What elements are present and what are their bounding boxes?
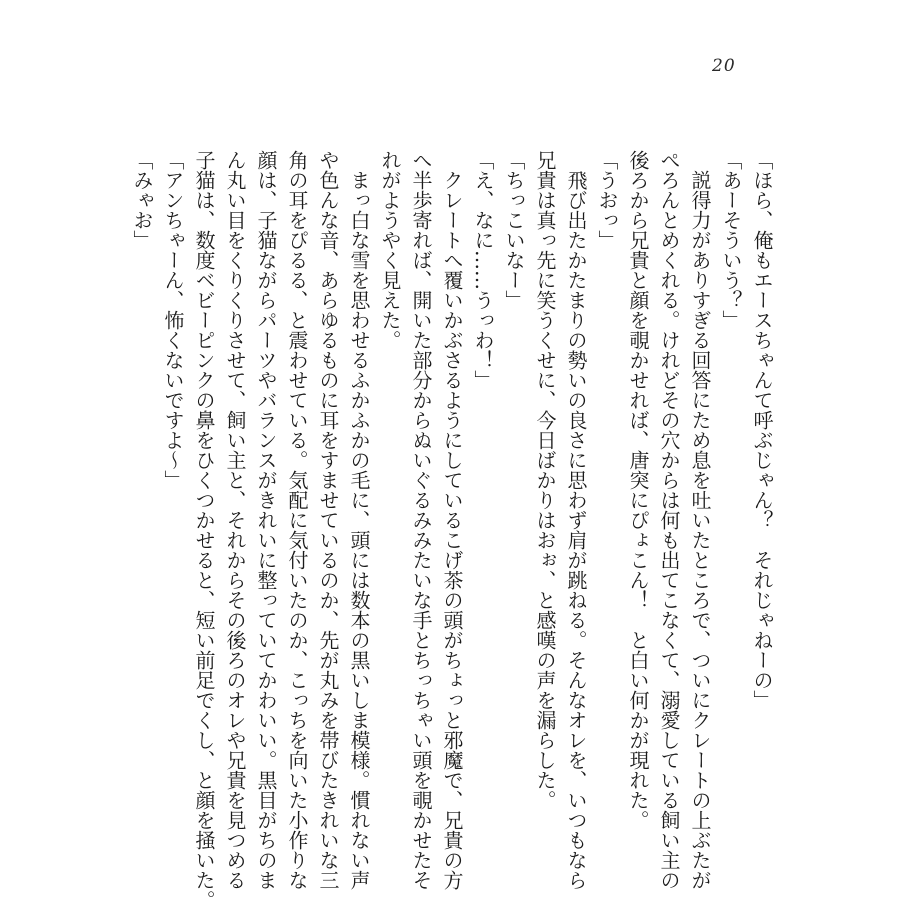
text-line: 「ほら、俺もエースちゃんて呼ぶじゃん？ それじゃねーの」 — [750, 150, 774, 710]
text-line: 「うおっ」 — [595, 150, 619, 250]
page-number: 20 — [712, 56, 736, 76]
text-line: や色んな音、あらゆるものに耳をすませているのか、先が丸みを帯びたきれいな三 — [316, 150, 340, 890]
text-line: 「みゃお」 — [130, 150, 154, 250]
text-line: 角の耳をぴるる、と震わせている。気配に気付いたのか、こっちを向いた小作りな — [285, 150, 309, 890]
text-line: 「あーそういう？」 — [719, 150, 743, 330]
text-line: 「アンちゃーん、怖くないですよ〜」 — [161, 150, 185, 490]
text-line: クレートへ覆いかぶさるようにしているこげ茶の頭がちょっと邪魔で、兄貴の方 — [440, 150, 464, 890]
text-line: 兄貴は真っ先に笑うくせに、今日ばかりはおぉ、と感嘆の声を漏らした。 — [533, 150, 557, 810]
text-line: へ半歩寄れば、開いた部分からぬいぐるみみたいな手とちっちゃい頭を覗かせたそ — [409, 150, 433, 890]
text-line: 後ろから兄貴と顔を覗かせれば、唐突にぴょこん！ と白い何かが現れた。 — [626, 150, 650, 830]
text-line: ぺろんとめくれる。けれどその穴からは何も出てこなくて、溺愛している飼い主の — [657, 150, 681, 890]
text-line: 子猫は、数度ベビーピンクの鼻をひくつかせると、短い前足でくし、と顔を掻いた。 — [192, 150, 216, 910]
text-line: 説得力がありすぎる回答にため息を吐いたところで、ついにクレートの上ぶたが — [688, 150, 712, 890]
text-line: まっ白な雪を思わせるふかふかの毛に、頭には数本の黒いしま模様。慣れない声 — [347, 150, 371, 890]
text-line: 飛び出たかたまりの勢いの良さに思わず肩が跳ねる。そんなオレを、いつもなら — [564, 150, 588, 890]
text-line: 「ちっこいなー」 — [502, 150, 526, 310]
text-line: 顔は、子猫ながらパーツやバランスがきれいに整っていてかわいい。黒目がちのま — [254, 150, 278, 890]
novel-text-body — [126, 150, 777, 910]
text-line: 「え、なに……うっわ！」 — [471, 150, 495, 390]
text-line: れがようやく見えた。 — [378, 150, 402, 350]
text-line: ん丸い目をくりくりさせて、飼い主と、それからその後ろのオレや兄貴を見つめる — [223, 150, 247, 890]
